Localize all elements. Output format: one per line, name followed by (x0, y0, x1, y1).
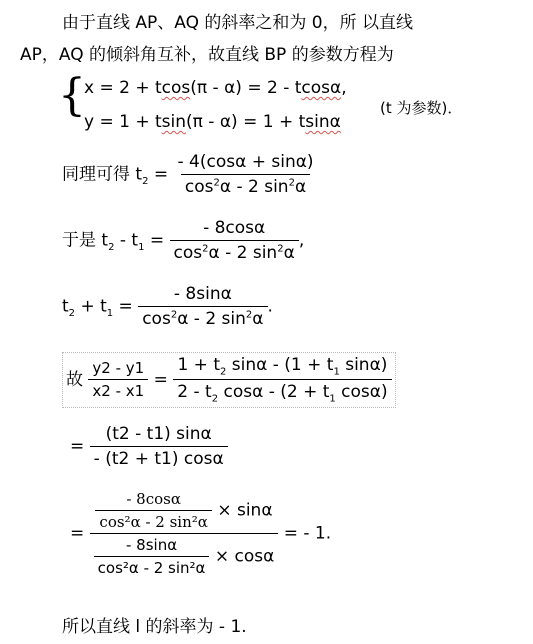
step-3-expression: = $\frac{- 8\cos\alpha}{\text{cos²α - 2 sin²α}}$ × sinα $\frac{- 8\sin\alpha}{\text{cos²α - 2 sin²α}}$ × cosα = - 1. (70, 490, 332, 577)
system-row-1: x = 2 + tcos(π - α) = 2 - tcosα, (84, 78, 347, 98)
t2-equation: 同理可得 $t_2$ = $\frac{- 4(\cos\alpha + \sin\alpha)}{\cos^2\alpha - 2 \sin^2\alpha}$ (62, 152, 318, 197)
step-3-top-inner-fraction: $\frac{- 8\cos\alpha}{\text{cos²α - 2 sin²α}}$ (95, 490, 212, 531)
difference-fraction: $\frac{- 8\cos\alpha}{\cos^2\alpha - 2 \sin^2\alpha}$ (170, 218, 299, 263)
slope-expression: 故 $\frac{y2 - y1}{x2 - x1}$ = $\frac{1 + t_2 \sin\alpha - (1 + t_1 \sin\alpha)}{2 - t_2 \cos\alpha - (2 + t_1 \cos\alpha)}$ (62, 352, 396, 408)
t2-fraction: $\frac{- 4(\cos\alpha + \sin\alpha)}{\cos^2\alpha - 2 \sin^2\alpha}$ (177, 152, 314, 197)
system-brace: { (58, 70, 86, 121)
step-3-bottom-inner-fraction: $\frac{- 8\sin\alpha}{\text{cos²α - 2 sin²α}}$ (94, 536, 210, 577)
intro-line-1: 由于直线 AP、AQ 的斜率之和为 0，所 以直线 (62, 13, 414, 33)
slope-rhs-fraction: $\frac{1 + t_2 \sin\alpha - (1 + t_1 \sin\alpha)}{2 - t_2 \cos\alpha - (2 + t_1 \cos\alpha)}$ (173, 355, 391, 405)
sum-equation: $t_2 + t_1$ = $\frac{- 8\sin\alpha}{\cos^2\alpha - 2 \sin^2\alpha}$ . (62, 284, 273, 329)
slope-lhs-fraction: $\frac{y2 - y1}{x2 - x1}$ (88, 359, 148, 400)
sum-fraction: $\frac{- 8\sin\alpha}{\cos^2\alpha - 2 \sin^2\alpha}$ (138, 284, 267, 329)
difference-equation: 于是 $t_2 - t_1$ = $\frac{- 8\cos\alpha}{\cos^2\alpha - 2 \sin^2\alpha}$ , (62, 218, 305, 263)
parameter-note: (t 为参数)． (380, 99, 463, 117)
intro-line-2: AP，AQ 的倾斜角互补，故直线 BP 的参数方程为 (20, 45, 394, 65)
conclusion: 所以直线 l 的斜率为 - 1. (62, 617, 247, 637)
system-row-2: y = 1 + tsin(π - α) = 1 + tsinα (84, 112, 341, 132)
step-2-fraction: $\frac{(t2 - t1) \sin\alpha}{- (t2 + t1) \cos\alpha}$ (90, 424, 228, 469)
step-2-expression: = $\frac{(t2 - t1) \sin\alpha}{- (t2 + t1) \cos\alpha}$ (70, 424, 228, 469)
step-3-compound-fraction: $\frac{- 8\cos\alpha}{\text{cos²α - 2 sin²α}}$ × sinα $\frac{- 8\sin\alpha}{\text{cos²α - 2 sin²α}}$ × cosα (90, 490, 279, 577)
